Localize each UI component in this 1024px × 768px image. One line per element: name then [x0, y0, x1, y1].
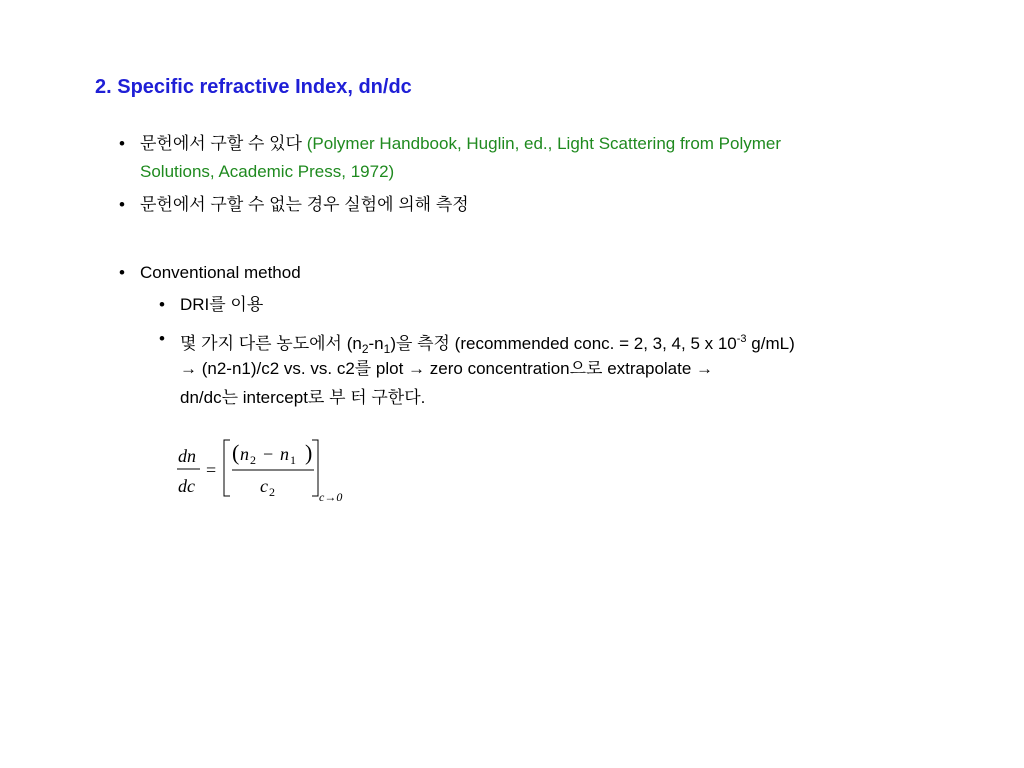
superscript: -3: [736, 333, 747, 345]
bullet-marker: •: [159, 295, 165, 314]
bullet-experiment-text: 문헌에서 구할 수 없는 경우 실험에 의해 측정: [140, 195, 469, 214]
procedure-text: )을 측정 (recommended conc. = 2, 3, 4, 5 x 10: [390, 334, 737, 353]
bullet-experiment: [119, 191, 469, 219]
bullet-marker: •: [159, 329, 165, 348]
dn-dc-equation: [174, 434, 354, 506]
procedure-line-3: dn/dc는 intercept로 부 터 구한다.: [180, 388, 426, 407]
n1-symbol: n: [280, 444, 289, 464]
c2-symbol: c: [260, 476, 268, 496]
reference-line-1: (Polymer Handbook, Huglin, ed., Light Scattering from Polymer: [306, 134, 782, 153]
c2-subscript: 2: [269, 485, 275, 499]
slide-title: 2. Specific refractive Index, dn/dc: [95, 76, 412, 98]
procedure-text: g/mL): [746, 334, 795, 353]
right-bracket: [312, 440, 318, 496]
lhs-denominator: dc: [178, 476, 195, 496]
procedure-line-1: [180, 333, 795, 356]
bullet-marker: •: [119, 195, 125, 214]
minus-sign: −: [263, 444, 274, 464]
bullet-conventional-method-text: Conventional method: [140, 263, 301, 282]
bullet-marker: •: [119, 263, 125, 282]
sub-bullet-dri-text: DRI를 이용: [180, 295, 264, 314]
subscript: 2: [361, 342, 369, 356]
n1-subscript: 1: [290, 453, 296, 467]
procedure-text: 몇 가지 다른 농도에서 (n: [180, 334, 362, 353]
right-paren: ): [305, 440, 313, 465]
reference-line-2: Solutions, Academic Press, 1972): [140, 162, 395, 181]
equals-sign: =: [206, 460, 217, 480]
left-paren: (: [232, 440, 240, 465]
sub-bullet-dri: [159, 291, 264, 319]
procedure-line-2: → (n2-n1)/c2 vs. vs. c2를 plot → zero concentration으로 extrapolate →: [180, 359, 714, 378]
limit-subscript: c→0: [319, 490, 343, 504]
bullet-literature: [119, 130, 782, 158]
bullet-marker: •: [119, 134, 125, 153]
bullet-literature-text: 문헌에서 구할 수 있다: [140, 134, 307, 153]
left-bracket: [224, 440, 230, 496]
bullet-conventional-method: [119, 259, 301, 287]
n2-subscript: 2: [250, 453, 256, 467]
lhs-numerator: dn: [178, 446, 196, 466]
procedure-text: -n: [368, 334, 384, 353]
n2-symbol: n: [240, 444, 249, 464]
bullet-literature-continued: [140, 158, 394, 186]
subscript: 1: [383, 342, 391, 356]
